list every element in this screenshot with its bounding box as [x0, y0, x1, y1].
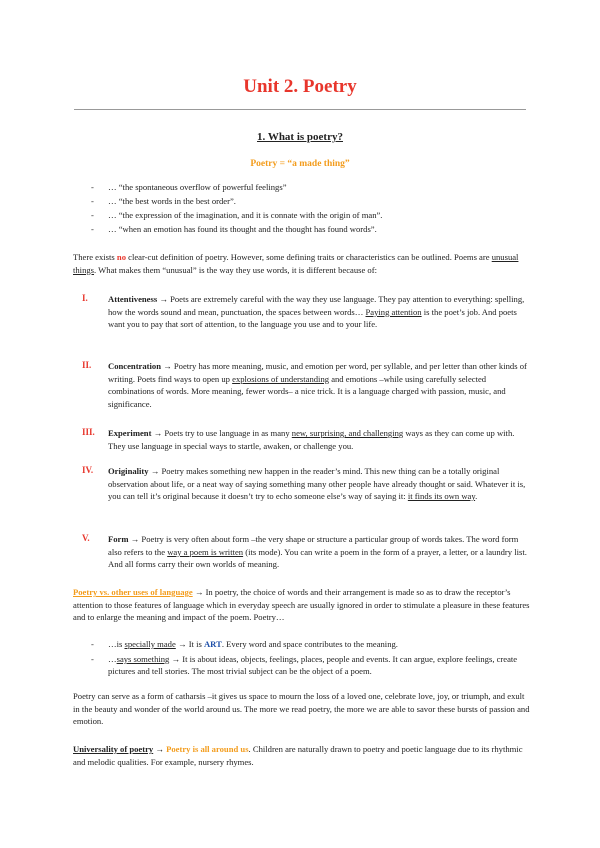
unit-title: Unit 2. Poetry	[243, 76, 357, 97]
trait-originality: Originality → Poetry makes something new happen in the reader’s mind. This new thing can be a totally original observation about life, or a neat way of saying something many other people have already thought or said. Whatever it is, you can tell it’s original because it doesn’t try to echo someone else’s way of saying it: it finds its own way.	[108, 466, 526, 502]
trait-numeral: I.	[82, 293, 88, 303]
list-item	[91, 223, 531, 237]
universality-paragraph: Universality of poetry → Poetry is all around us. Children are naturally drawn to poetry and poetic language due to its rhythmic and melodic qualities. For example, nursery rhymes.	[73, 744, 523, 767]
poetry-bullets	[91, 638, 531, 678]
dash-bullet: -	[91, 182, 94, 192]
section-heading	[0, 131, 600, 143]
dash-bullet: -	[91, 224, 94, 234]
trait-numeral: III.	[82, 427, 95, 437]
trait-concentration: Concentration → Poetry has more meaning, music, and emotion per word, per syllable, and per letter than other kinds of writing. Poets find ways to open up explosions of understanding and emotions –while using carefully selected combinations of words. More meaning, fewer words– a nice trick. It is a language charged with passion, music, and significance.	[108, 361, 527, 409]
poetry-vs-heading: Poetry vs. other uses of language	[73, 587, 193, 597]
all-around-us: Poetry is all around us	[166, 744, 249, 754]
definition-text: … “when an emotion has found its thought and the thought has found words”.	[108, 224, 377, 234]
dash-bullet: -	[91, 196, 94, 206]
trait-experiment: Experiment → Poets try to use language in as many new, surprising, and challenging ways as they can come up with. They use language in special ways to startle, awaken, or challenge you.	[108, 428, 515, 451]
title-divider	[74, 109, 526, 110]
trait-numeral: IV.	[82, 465, 94, 475]
definition-text: … “the spontaneous overflow of powerful feelings”	[108, 182, 287, 192]
dash-bullet: -	[91, 639, 94, 649]
dash-bullet: -	[91, 653, 94, 664]
unusual-things: unusual things	[73, 252, 519, 275]
list-item: - …says something → It is about ideas, objects, feelings, places, people and events. It can argue, explore feelings, create pictures and tell stories. The most trivial subject can be the object of a poem.	[91, 653, 518, 677]
dash-bullet: -	[91, 210, 94, 220]
list-item	[91, 181, 531, 195]
trait-numeral: II.	[82, 360, 92, 370]
intro-paragraph: There exists no clear-cut definition of poetry. However, some defining traits or characteristics can be outlined. Poems are unusual things. What makes them “unusual” is the way they use words, it is different because of:	[73, 252, 519, 275]
definitions-list	[91, 181, 531, 237]
trait-form: Form → Poetry is very often about form –the very shape or structure a particular group of words takes. The word form also refers to the way a poem is written (its mode). You can write a poem in the form of a prayer, a letter, or a laundry list. And all forms carry their own worlds of meaning.	[108, 534, 527, 570]
catharsis-paragraph: Poetry can serve as a form of catharsis –it gives us space to mourn the loss of a loved one, celebrate love, joy, or triumph, and exult in the beauty and wonder of the world around us. The more we read poetry, the more we are able to savor these bursts of passion and emotion.	[73, 691, 530, 727]
trait-numeral: V.	[82, 533, 90, 543]
definition-text: … “the expression of the imagination, and it is connate with the origin of man”.	[108, 210, 383, 220]
art-emphasis: ART	[203, 639, 222, 649]
list-item	[91, 209, 531, 223]
no-emphasis: no	[116, 252, 126, 262]
trait-attentiveness: Attentiveness → Poets are extremely careful with the way they use language. They pay attention to everything: spelling, how the words sound and mean, punctuation, the spaces between words… Paying attention is the poet’s job. And poets want you to pay that sort of attention, to the language you use and to your life.	[108, 294, 525, 330]
poetry-definition-subtitle: Poetry = “a made thing”	[250, 159, 350, 169]
section-heading-text: 1. What is poetry?	[257, 131, 343, 143]
list-item	[91, 195, 531, 209]
list-item: - …is specially made → It is ART. Every word and space contributes to the meaning.	[91, 639, 398, 649]
poetry-vs-language-paragraph: Poetry vs. other uses of language → In poetry, the choice of words and their arrangement is made so as to draw the receptor’s attention to those features of language which in everyday speech are usually ignored in order to stimulate a pleasure in these features and to enlarge the meaning and impact of the poem. Poetry…	[73, 587, 530, 623]
definition-text: … “the best words in the best order”.	[108, 196, 236, 206]
universality-heading: Universality of poetry	[73, 744, 154, 754]
